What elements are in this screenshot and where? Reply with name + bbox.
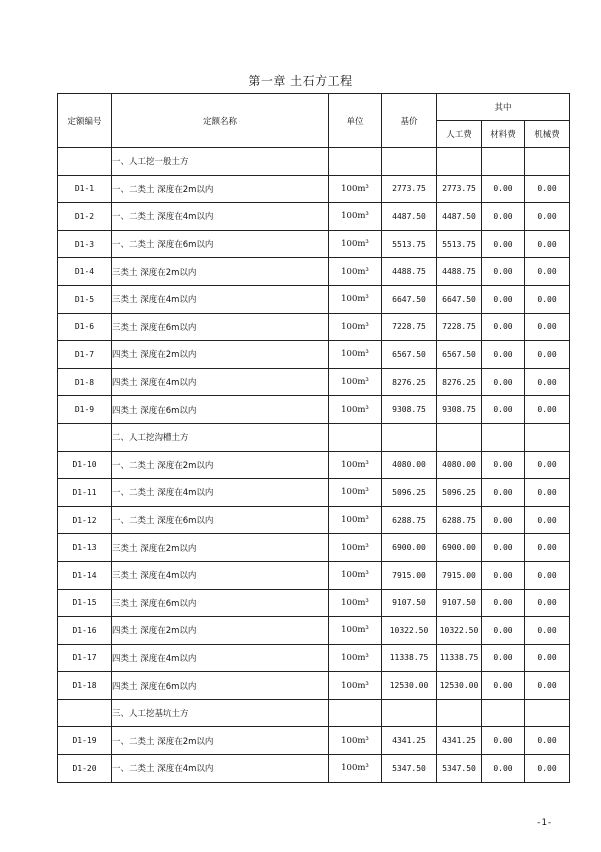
material-cost: 0.00 [482, 561, 525, 589]
table-row [58, 617, 570, 645]
material-cost: 0.00 [482, 230, 525, 258]
section-title: 一、人工挖一般土方 [112, 148, 329, 176]
material-cost: 0.00 [482, 313, 525, 341]
quota-name: 三类土 深度在2m以内 [112, 534, 329, 562]
base-price: 7228.75 [382, 313, 437, 341]
quota-name: 四类土 深度在2m以内 [112, 341, 329, 369]
base-price: 10322.50 [382, 617, 437, 645]
base-price: 6900.00 [382, 534, 437, 562]
labor-cost: 6567.50 [437, 341, 482, 369]
quota-unit: 100m³ [329, 589, 382, 617]
quota-unit: 100m³ [329, 479, 382, 507]
machine-cost: 0.00 [525, 203, 570, 231]
labor-cost: 7228.75 [437, 313, 482, 341]
table-row [58, 589, 570, 617]
quota-name: 四类土 深度在4m以内 [112, 368, 329, 396]
base-price: 4080.00 [382, 451, 437, 479]
material-cost: 0.00 [482, 285, 525, 313]
base-price: 6288.75 [382, 506, 437, 534]
header-labor: 人工费 [437, 121, 482, 148]
labor-cost: 4341.25 [437, 727, 482, 755]
machine-cost: 0.00 [525, 368, 570, 396]
quota-unit: 100m³ [329, 644, 382, 672]
quota-unit: 100m³ [329, 203, 382, 231]
material-cost: 0.00 [482, 341, 525, 369]
quota-unit: 100m³ [329, 258, 382, 286]
quota-code: D1-12 [58, 506, 112, 534]
quota-unit: 100m³ [329, 368, 382, 396]
section-row [58, 423, 570, 451]
material-cost: 0.00 [482, 672, 525, 700]
machine-cost: 0.00 [525, 230, 570, 258]
base-price: 9308.75 [382, 396, 437, 424]
quota-unit: 100m³ [329, 617, 382, 645]
base-price: 5096.25 [382, 479, 437, 507]
section-code-cell [58, 423, 112, 451]
header-machine: 机械费 [525, 121, 570, 148]
material-cost: 0.00 [482, 534, 525, 562]
machine-cost: 0.00 [525, 341, 570, 369]
header-unit: 单位 [329, 94, 382, 148]
quota-unit: 100m³ [329, 506, 382, 534]
quota-code: D1-20 [58, 755, 112, 783]
material-cost: 0.00 [482, 368, 525, 396]
quota-name: 一、二类土 深度在2m以内 [112, 451, 329, 479]
section-empty-cell [525, 423, 570, 451]
material-cost: 0.00 [482, 644, 525, 672]
quota-unit: 100m³ [329, 672, 382, 700]
quota-unit: 100m³ [329, 534, 382, 562]
quota-table [57, 93, 570, 783]
material-cost: 0.00 [482, 175, 525, 203]
quota-code: D1-19 [58, 727, 112, 755]
quota-code: D1-14 [58, 561, 112, 589]
machine-cost: 0.00 [525, 451, 570, 479]
machine-cost: 0.00 [525, 672, 570, 700]
base-price: 2773.75 [382, 175, 437, 203]
base-price: 4487.50 [382, 203, 437, 231]
quota-code: D1-8 [58, 368, 112, 396]
table-row [58, 341, 570, 369]
quota-unit: 100m³ [329, 727, 382, 755]
section-row [58, 699, 570, 727]
labor-cost: 10322.50 [437, 617, 482, 645]
labor-cost: 6900.00 [437, 534, 482, 562]
table-row [58, 285, 570, 313]
quota-name: 三类土 深度在6m以内 [112, 313, 329, 341]
machine-cost: 0.00 [525, 479, 570, 507]
base-price: 4341.25 [382, 727, 437, 755]
machine-cost: 0.00 [525, 727, 570, 755]
quota-code: D1-15 [58, 589, 112, 617]
table-row [58, 313, 570, 341]
table-row [58, 561, 570, 589]
quota-code: D1-13 [58, 534, 112, 562]
page-title: 第一章 土石方工程 [248, 74, 353, 88]
quota-name: 一、二类土 深度在2m以内 [112, 727, 329, 755]
labor-cost: 8276.25 [437, 368, 482, 396]
section-empty-cell [329, 699, 382, 727]
header-base-price: 基价 [382, 94, 437, 148]
material-cost: 0.00 [482, 617, 525, 645]
quota-name: 四类土 深度在6m以内 [112, 672, 329, 700]
labor-cost: 6647.50 [437, 285, 482, 313]
quota-unit: 100m³ [329, 451, 382, 479]
material-cost: 0.00 [482, 479, 525, 507]
table-row [58, 644, 570, 672]
quota-code: D1-7 [58, 341, 112, 369]
base-price: 5513.75 [382, 230, 437, 258]
base-price: 9107.50 [382, 589, 437, 617]
quota-code: D1-4 [58, 258, 112, 286]
base-price: 4488.75 [382, 258, 437, 286]
base-price: 11338.75 [382, 644, 437, 672]
section-row [58, 148, 570, 176]
section-empty-cell [525, 148, 570, 176]
quota-unit: 100m³ [329, 755, 382, 783]
section-code-cell [58, 699, 112, 727]
quota-code: D1-18 [58, 672, 112, 700]
header-name: 定额名称 [112, 94, 329, 148]
section-empty-cell [382, 423, 437, 451]
labor-cost: 12530.00 [437, 672, 482, 700]
section-empty-cell [437, 423, 482, 451]
quota-code: D1-9 [58, 396, 112, 424]
header-material: 材料费 [482, 121, 525, 148]
table-row [58, 479, 570, 507]
base-price: 6567.50 [382, 341, 437, 369]
labor-cost: 5347.50 [437, 755, 482, 783]
material-cost: 0.00 [482, 589, 525, 617]
labor-cost: 9308.75 [437, 396, 482, 424]
section-empty-cell [382, 148, 437, 176]
labor-cost: 7915.00 [437, 561, 482, 589]
material-cost: 0.00 [482, 727, 525, 755]
table-row [58, 258, 570, 286]
quota-unit: 100m³ [329, 285, 382, 313]
labor-cost: 2773.75 [437, 175, 482, 203]
quota-code: D1-5 [58, 285, 112, 313]
section-empty-cell [437, 148, 482, 176]
section-empty-cell [329, 148, 382, 176]
table-row [58, 175, 570, 203]
machine-cost: 0.00 [525, 175, 570, 203]
machine-cost: 0.00 [525, 589, 570, 617]
quota-code: D1-11 [58, 479, 112, 507]
machine-cost: 0.00 [525, 396, 570, 424]
quota-name: 四类土 深度在2m以内 [112, 617, 329, 645]
quota-code: D1-2 [58, 203, 112, 231]
base-price: 6647.50 [382, 285, 437, 313]
machine-cost: 0.00 [525, 534, 570, 562]
quota-name: 三类土 深度在6m以内 [112, 589, 329, 617]
quota-unit: 100m³ [329, 561, 382, 589]
section-title: 二、人工挖沟槽土方 [112, 423, 329, 451]
base-price: 12530.00 [382, 672, 437, 700]
section-title: 三、人工挖基坑土方 [112, 699, 329, 727]
quota-name: 一、二类土 深度在4m以内 [112, 203, 329, 231]
quota-code: D1-17 [58, 644, 112, 672]
table-row [58, 451, 570, 479]
labor-cost: 5513.75 [437, 230, 482, 258]
table-row [58, 506, 570, 534]
quota-name: 一、二类土 深度在6m以内 [112, 506, 329, 534]
machine-cost: 0.00 [525, 258, 570, 286]
labor-cost: 4487.50 [437, 203, 482, 231]
machine-cost: 0.00 [525, 561, 570, 589]
table-row [58, 230, 570, 258]
material-cost: 0.00 [482, 451, 525, 479]
machine-cost: 0.00 [525, 506, 570, 534]
labor-cost: 9107.50 [437, 589, 482, 617]
labor-cost: 6288.75 [437, 506, 482, 534]
header-of-which: 其中 [437, 94, 570, 121]
quota-unit: 100m³ [329, 313, 382, 341]
quota-name: 四类土 深度在6m以内 [112, 396, 329, 424]
page-number: -1- [536, 818, 553, 828]
table-row [58, 727, 570, 755]
table-row [58, 203, 570, 231]
table-row [58, 368, 570, 396]
section-empty-cell [482, 148, 525, 176]
table-row [58, 755, 570, 783]
quota-unit: 100m³ [329, 341, 382, 369]
material-cost: 0.00 [482, 506, 525, 534]
labor-cost: 11338.75 [437, 644, 482, 672]
material-cost: 0.00 [482, 203, 525, 231]
material-cost: 0.00 [482, 396, 525, 424]
base-price: 7915.00 [382, 561, 437, 589]
quota-name: 四类土 深度在4m以内 [112, 644, 329, 672]
labor-cost: 4488.75 [437, 258, 482, 286]
quota-name: 三类土 深度在2m以内 [112, 258, 329, 286]
base-price: 8276.25 [382, 368, 437, 396]
table-body [58, 148, 570, 783]
section-empty-cell [437, 699, 482, 727]
section-empty-cell [329, 423, 382, 451]
quota-code: D1-3 [58, 230, 112, 258]
labor-cost: 5096.25 [437, 479, 482, 507]
quota-unit: 100m³ [329, 230, 382, 258]
section-code-cell [58, 148, 112, 176]
table-row [58, 534, 570, 562]
section-empty-cell [525, 699, 570, 727]
machine-cost: 0.00 [525, 617, 570, 645]
quota-code: D1-6 [58, 313, 112, 341]
machine-cost: 0.00 [525, 644, 570, 672]
quota-unit: 100m³ [329, 175, 382, 203]
section-empty-cell [482, 699, 525, 727]
quota-name: 三类土 深度在4m以内 [112, 285, 329, 313]
quota-code: D1-1 [58, 175, 112, 203]
header-code: 定额编号 [58, 94, 112, 148]
quota-name: 一、二类土 深度在4m以内 [112, 479, 329, 507]
material-cost: 0.00 [482, 755, 525, 783]
quota-name: 一、二类土 深度在2m以内 [112, 175, 329, 203]
quota-code: D1-16 [58, 617, 112, 645]
section-empty-cell [382, 699, 437, 727]
machine-cost: 0.00 [525, 755, 570, 783]
quota-name: 一、二类土 深度在6m以内 [112, 230, 329, 258]
material-cost: 0.00 [482, 258, 525, 286]
labor-cost: 4080.00 [437, 451, 482, 479]
table-row [58, 672, 570, 700]
quota-name: 一、二类土 深度在4m以内 [112, 755, 329, 783]
quota-unit: 100m³ [329, 396, 382, 424]
base-price: 5347.50 [382, 755, 437, 783]
machine-cost: 0.00 [525, 313, 570, 341]
section-empty-cell [482, 423, 525, 451]
quota-code: D1-10 [58, 451, 112, 479]
machine-cost: 0.00 [525, 285, 570, 313]
table-row [58, 396, 570, 424]
quota-name: 三类土 深度在4m以内 [112, 561, 329, 589]
